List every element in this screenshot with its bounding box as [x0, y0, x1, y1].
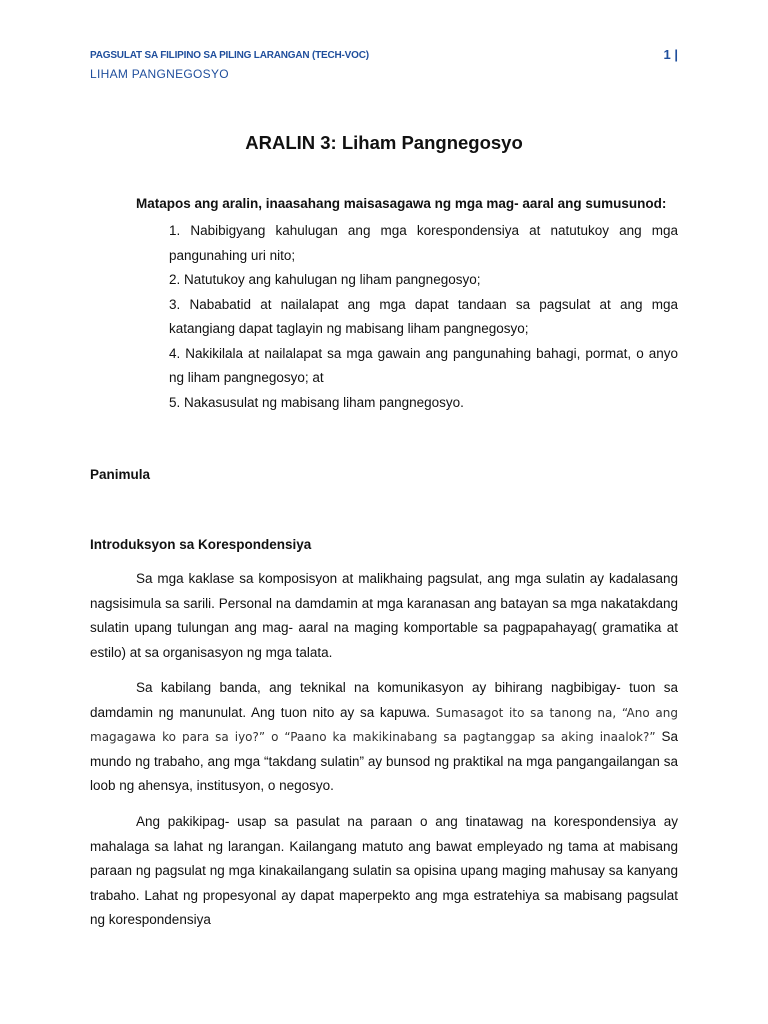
- heading-introduksyon: Introduksyon sa Korespondensiya: [90, 537, 312, 552]
- paragraph-3: Ang pakikipag- usap sa pasulat na paraan o ang tinatawag na korespondensiya ay mahalaga sa lahat ng larangan. Kailangang matuto ang bawat empleyado ng tama at mabisang paraan ng pagsulat ng mga kinakailangang sulatin sa opisina upang maging mahusay sa kanyang trabaho. Lahat ng propesyonal ay dapat maperpekto ang mga estratehiya sa mabisang pagsulat ng korespondensiya: [90, 814, 678, 927]
- objective-item: 1. Nabibigyang kahulugan ang mga korespondensiya at natutukoy ang mga pangunahing uri nito;: [169, 223, 678, 263]
- heading-panimula: Panimula: [90, 467, 151, 482]
- paragraph-2-part-a: Sa kabilang banda, ang teknikal na komunikasyon ay bihirang nagbibigay- tuon sa damdamin ng manunulat. Ang tuon nito ay sa kapuwa.: [90, 680, 678, 720]
- paragraph-1: Sa mga kaklase sa komposisyon at malikhaing pagsulat, ang mga sulatin ay kadalasang nagsisimula sa sarili. Personal na damdamin at mga karanasan ang batayan sa mga nakatakdang sulatin upang tulungan ang mag- aaral na maging komportable sa pagpapahayag( gramatika at estilo) at sa organisasyon ng mga talata.: [90, 571, 678, 660]
- running-header-section: LIHAM PANGNEGOSYO: [90, 67, 229, 81]
- objectives-intro: Matapos ang aralin, inaasahang maisasagawa ng mga mag- aaral ang sumusunod:: [136, 196, 667, 211]
- objective-item: 4. Nakikilala at nailalapat sa mga gawain ang pangunahing bahagi, pormat, o anyo ng liham pangnegosyo; at: [169, 345, 678, 385]
- objective-item: 3. Nababatid at nailalapat ang mga dapat tandaan sa pagsulat at ang mga katangiang dapat taglayin ng mabisang liham pangnegosyo;: [169, 296, 678, 336]
- paragraph-2-part-c: Sa mundo ng trabaho, ang mga “takdang sulatin”: [90, 729, 679, 769]
- paragraph-2-part-d: ay bunsod ng praktikal na mga pangangailangan sa loob ng ahensya, institusyon, o negosyo.: [90, 753, 678, 793]
- page-number: 1 |: [663, 47, 678, 62]
- running-header-course: PAGSULAT SA FILIPINO SA PILING LARANGAN (TECH-VOC): [90, 50, 369, 61]
- paragraph-2: [90, 676, 678, 799]
- objectives-list: [169, 219, 678, 415]
- lesson-title: ARALIN 3: Liham Pangnegosyo: [245, 132, 523, 153]
- objective-item: 5. Nakasusulat ng mabisang liham pangnegosyo.: [169, 394, 464, 410]
- paragraph-2-quote: Sumasagot ito sa tanong na, “Ano ang magagawa ko para sa iyo?” o “Paano ka makikinabang sa pagtanggap sa aking inaalok?”: [90, 705, 678, 744]
- objective-item: 2. Natutukoy ang kahulugan ng liham pangnegosyo;: [169, 272, 481, 287]
